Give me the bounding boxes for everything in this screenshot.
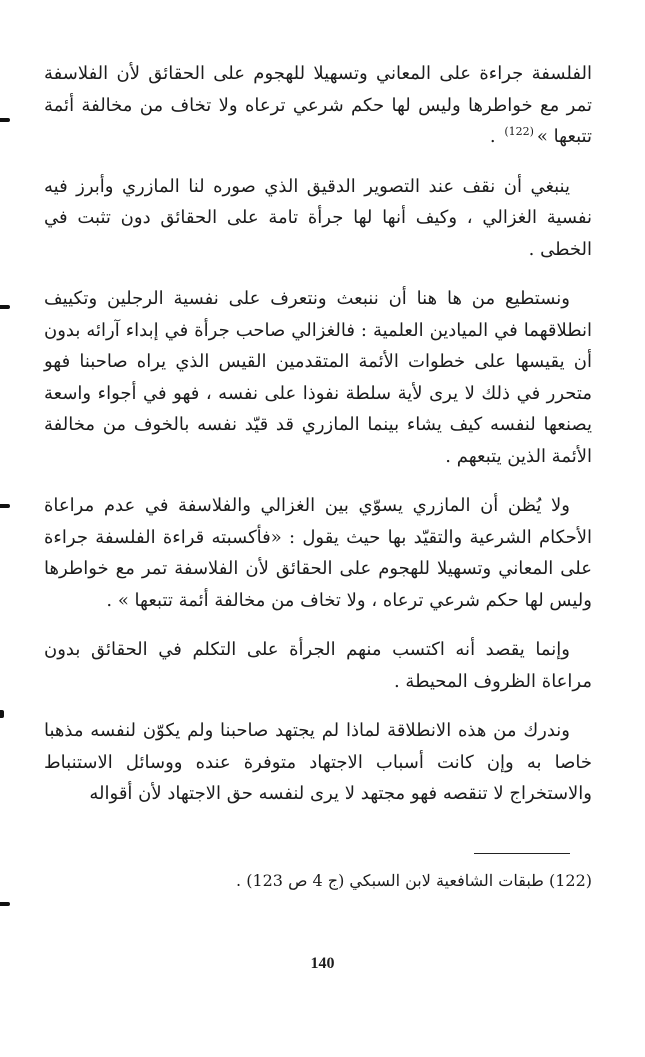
paragraph-text: الفلسفة جراءة على المعاني وتسهيلا للهجوم على الحقائق لأن الفلاسفة تمر مع خواطرها وليس لها حكم شرعي ترعاه ولا تخاف من مخالفة أئمة تتبعها » [44,63,592,147]
footnote-reference: (122) [504,125,534,138]
paragraph: ونستطيع من ها هنا أن ننبعث ونتعرف على نفسية الرجلين وتكييف انطلاقهما في الميادين العلمية : فالغزالي صاحب جرأة في إبداء آرائه بدون أن يقيسها على خطوات الأئمة المتقدمين القيس الذي يراه صاحبنا فهو متحرر في ذلك لا يرى لأية سلطة نفوذا على نفسه ، فهو في أجواء واسعة يصنعها لنفسه كيف يشاء بينما المازري قد قيّد نفسه بالخوف من مخالفة الأئمة الذين يتبعهم . [44,288,592,467]
scan-edge-mark [0,902,10,906]
scan-edge-mark [0,504,10,508]
paragraph: وندرك من هذه الانطلاقة لماذا لم يجتهد صاحبنا ولم يكوّن لنفسه مذهبا خاصا به وإن كانت أسباب الاجتهاد متوفرة عنده ووسائل الاستنباط والاستخراج لا تنقصه فهو مجتهد لا يرى لنفسه حق الاجتهاد لأن أقواله [44,720,592,804]
paragraph [44,58,592,153]
paragraph: ينبغي أن نقف عند التصوير الدقيق الذي صوره لنا المازري وأبرز فيه نفسية الغزالي ، وكيف أنها لها جرأة تامة على الحقائق دون تثبت في الخطى . [44,175,592,260]
paragraph: وإنما يقصد أنه اكتسب منهم الجرأة على التكلم في الحقائق بدون مراعاة الظروف المحيطة . [44,639,592,692]
scan-edge-mark [0,305,10,309]
page-number: 140 [310,955,335,972]
scan-edge-mark [0,118,10,122]
footnote-divider [474,853,570,854]
footnote: (122) طبقات الشافعية لابن السبكي (ج 4 ص 123) . [236,871,592,890]
paragraph-end: . [489,126,502,147]
paragraph: ولا يُظن أن المازري يسوّي بين الغزالي والفلاسفة في عدم مراعاة الأحكام الشرعية والتقيّد بها حيث يقول : «فأكسبته قراءة الفلسفة جراءة على المعاني وتسهيلا للهجوم على الحقائق لأن الفلاسفة تمر مع خواطرها وليس لها حكم شرعي ترعاه ، ولا تخاف من مخالفة أئمة تتبعها » . [44,495,592,611]
scan-edge-mark [0,710,4,718]
main-text [44,58,592,828]
